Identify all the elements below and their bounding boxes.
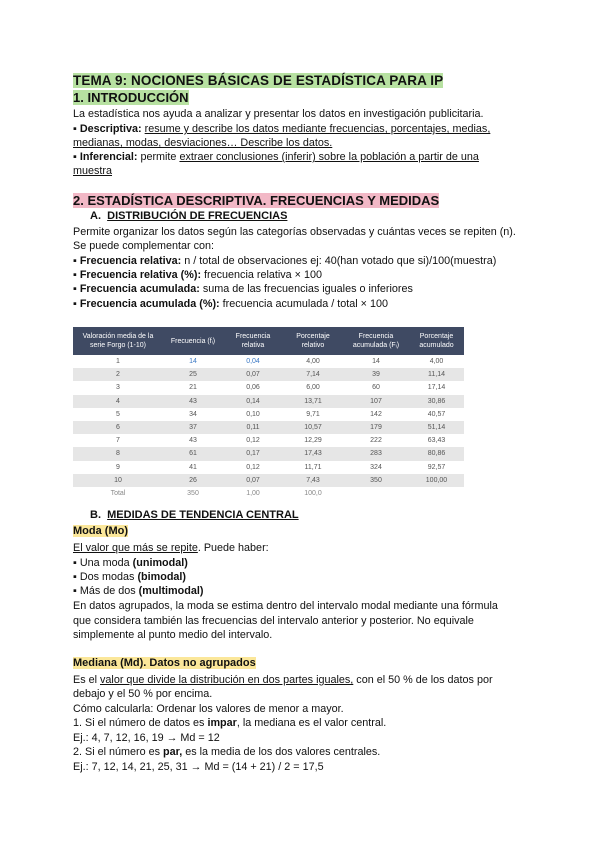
freq-item: ▪ Frecuencia relativa: n / total de observaciones ej: 40(han votado que si)/100(muestra) — [73, 255, 497, 267]
mediana-line-3: Cómo calcularla: Ordenar los valores de menor a mayor. — [73, 703, 344, 715]
table-cell: 350 — [163, 487, 223, 500]
table-cell: 6 — [73, 421, 163, 434]
table-header: Porcentaje relativo — [283, 327, 343, 355]
table-cell: 17,43 — [283, 447, 343, 460]
document-title: TEMA 9: NOCIONES BÁSICAS DE ESTADÍSTICA PARA IP — [73, 73, 444, 88]
table-header: Porcentaje acumulado — [409, 327, 464, 355]
freq-item: ▪ Frecuencia relativa (%): frecuencia relativa × 100 — [73, 269, 322, 281]
table-cell: 11,14 — [409, 368, 464, 381]
frequency-table — [73, 327, 464, 500]
inferencial-label: Inferencial: — [79, 151, 138, 163]
table-row — [73, 355, 464, 368]
table-row — [73, 368, 464, 381]
moda-item-text: Más de dos — [79, 585, 139, 597]
inferencial-pre: permite — [140, 151, 177, 163]
table-cell: 9,71 — [283, 408, 343, 421]
mediana-text: 2. Si el número es — [73, 746, 164, 758]
mediana-text: es la media de los dos valores centrales. — [182, 746, 381, 758]
moda-definition — [73, 541, 269, 555]
freq-item: ▪ Frecuencia acumulada: suma de las frecuencias iguales o inferiores — [73, 283, 413, 295]
table-cell: 34 — [163, 408, 223, 421]
table-cell: 80,86 — [409, 447, 464, 460]
table-cell: 26 — [163, 474, 223, 487]
table-header-row — [73, 327, 464, 355]
table-cell: 222 — [343, 434, 409, 447]
table-cell: 0,06 — [223, 381, 283, 394]
table-cell: 4,00 — [283, 355, 343, 368]
freq-intro-2: Se puede complementar con: — [73, 240, 215, 252]
table-cell: 10,57 — [283, 421, 343, 434]
moda-definition-underlined: El valor que más se repite — [73, 542, 198, 554]
table-row — [73, 474, 464, 487]
table-cell — [343, 487, 409, 500]
table-header: Frecuencia (fᵢ) — [163, 327, 223, 355]
table-cell: 3 — [73, 381, 163, 394]
table-cell: 13,71 — [283, 395, 343, 408]
table-cell: 14 — [343, 355, 409, 368]
freq-item-text: suma de las frecuencias iguales o inferiores — [202, 283, 413, 295]
subsection-b-heading — [90, 509, 299, 521]
table-cell: 0,12 — [223, 461, 283, 474]
table-cell: 4,00 — [409, 355, 464, 368]
mediana-definition — [73, 673, 493, 687]
table-cell: 8 — [73, 447, 163, 460]
moda-item: ▪ Más de dos (multimodal) — [73, 585, 204, 597]
descriptiva-label: Descriptiva: — [79, 123, 142, 135]
table-cell: 39 — [343, 368, 409, 381]
descriptiva-text-2: medianas, modas, desviaciones… Describe los datos. — [73, 137, 333, 149]
moda-paragraph-2: que considera también las frecuencias del intervalo anterior y posterior. No equivale — [73, 615, 474, 627]
moda-item: ▪ Una moda (unimodal) — [73, 557, 188, 569]
table-cell: 7,14 — [283, 368, 343, 381]
subsection-b-title: MEDIDAS DE TENDENCIA CENTRAL — [107, 509, 299, 521]
table-cell: 0,17 — [223, 447, 283, 460]
table-cell — [409, 487, 464, 500]
table-cell: 0,12 — [223, 434, 283, 447]
table-cell: 107 — [343, 395, 409, 408]
table-cell: 43 — [163, 395, 223, 408]
freq-intro-1: Permite organizar los datos según las categorías observadas y cuántas veces se repiten (n). — [73, 226, 516, 238]
table-header: Frecuencia acumulada (Fᵢ) — [343, 327, 409, 355]
table-cell: 0,14 — [223, 395, 283, 408]
moda-paragraph-3: simplemente al punto medio del intervalo. — [73, 629, 273, 641]
table-cell: 14 — [163, 355, 223, 368]
mediana-example-odd: Ej.: 4, 7, 12, 16, 19 → Md = 12 — [73, 732, 220, 744]
table-cell: 0,07 — [223, 474, 283, 487]
table-cell: 7 — [73, 434, 163, 447]
mediana-example-even: Ej.: 7, 12, 14, 21, 25, 31 → Md = (14 + 21) / 2 = 17,5 — [73, 761, 324, 773]
table-cell: 43 — [163, 434, 223, 447]
table-cell: 51,14 — [409, 421, 464, 434]
moda-item-text: Dos modas — [79, 571, 138, 583]
table-cell: 1,00 — [223, 487, 283, 500]
table-cell: 30,86 — [409, 395, 464, 408]
mediana-bold: par, — [163, 746, 183, 758]
mediana-text: con el 50 % de los datos por — [353, 674, 493, 686]
mediana-rule-even — [73, 745, 380, 759]
table-cell: 100,0 — [283, 487, 343, 500]
table-cell: 60 — [343, 381, 409, 394]
mediana-rule-odd — [73, 716, 386, 730]
freq-item-text: frecuencia acumulada / total × 100 — [222, 298, 388, 310]
mediana-heading: Mediana (Md). Datos no agrupados — [73, 657, 256, 669]
mediana-bold: impar — [207, 717, 237, 729]
table-cell: 6,00 — [283, 381, 343, 394]
mediana-text: Es el — [73, 674, 101, 686]
table-cell: 17,14 — [409, 381, 464, 394]
moda-definition-rest: . Puede haber: — [197, 542, 269, 554]
table-row — [73, 395, 464, 408]
mediana-text: 1. Si el número de datos es — [73, 717, 208, 729]
mediana-text: , la mediana es el valor central. — [236, 717, 387, 729]
freq-item-text: frecuencia relativa × 100 — [204, 269, 322, 281]
table-row — [73, 421, 464, 434]
descriptiva-line: ▪ Descriptiva: resume y describe los datos mediante frecuencias, porcentajes, medias, — [73, 123, 491, 135]
table-row — [73, 408, 464, 421]
table-cell: Total — [73, 487, 163, 500]
table-total-row — [73, 487, 464, 500]
table-cell: 7,43 — [283, 474, 343, 487]
table-cell: 0,11 — [223, 421, 283, 434]
table-cell: 25 — [163, 368, 223, 381]
moda-item: ▪ Dos modas (bimodal) — [73, 571, 187, 583]
table-cell: 324 — [343, 461, 409, 474]
subsection-a-heading — [90, 210, 287, 222]
moda-paragraph-1: En datos agrupados, la moda se estima dentro del intervalo modal mediante una fórmula — [73, 600, 498, 612]
inferencial-text-2: muestra — [73, 165, 113, 177]
subsection-a-letter: A. — [90, 210, 101, 222]
section-1-heading: 1. INTRODUCCIÓN — [73, 90, 189, 105]
freq-item-label: Frecuencia acumulada (%): — [79, 298, 220, 310]
table-cell: 61 — [163, 447, 223, 460]
moda-item-bold: (multimodal) — [138, 585, 204, 597]
subsection-b-letter: B. — [90, 509, 101, 521]
moda-item-text: Una moda — [79, 557, 133, 569]
freq-item-label: Frecuencia acumulada: — [79, 283, 200, 295]
section-2-heading: 2. ESTADÍSTICA DESCRIPTIVA. FRECUENCIAS Y MEDIDAS — [73, 193, 440, 208]
moda-item-bold: (bimodal) — [137, 571, 187, 583]
inferencial-line: ▪ Inferencial: permite extraer conclusiones (inferir) sobre la población a partir de una — [73, 151, 479, 163]
table-cell: 92,57 — [409, 461, 464, 474]
table-row — [73, 381, 464, 394]
freq-item-text: n / total de observaciones ej: 40(han votado que si)/100(muestra) — [184, 255, 497, 267]
table-cell: 21 — [163, 381, 223, 394]
table-cell: 40,57 — [409, 408, 464, 421]
table-row — [73, 447, 464, 460]
table-cell: 5 — [73, 408, 163, 421]
mediana-line-2: debajo y el 50 % por encima. — [73, 688, 213, 700]
table-row — [73, 434, 464, 447]
table-cell: 1 — [73, 355, 163, 368]
table-row — [73, 461, 464, 474]
freq-item-label: Frecuencia relativa (%): — [79, 269, 202, 281]
table-cell: 0,07 — [223, 368, 283, 381]
table-header: Frecuencia relativa — [223, 327, 283, 355]
table-cell: 11,71 — [283, 461, 343, 474]
table-cell: 179 — [343, 421, 409, 434]
mediana-underlined: valor que divide la distribución en dos partes iguales, — [100, 674, 354, 686]
table-cell: 9 — [73, 461, 163, 474]
table-cell: 10 — [73, 474, 163, 487]
freq-item: ▪ Frecuencia acumulada (%): frecuencia acumulada / total × 100 — [73, 298, 388, 310]
freq-item-label: Frecuencia relativa: — [79, 255, 182, 267]
table-cell: 2 — [73, 368, 163, 381]
moda-heading: Moda (Mo) — [73, 525, 128, 537]
table-header: Valoración media de la serie Forgo (1-10) — [73, 327, 163, 355]
table-cell: 37 — [163, 421, 223, 434]
table-cell: 12,29 — [283, 434, 343, 447]
table-cell: 100,00 — [409, 474, 464, 487]
table-cell: 63,43 — [409, 434, 464, 447]
intro-text: La estadística nos ayuda a analizar y presentar los datos en investigación publicitaria. — [73, 108, 484, 120]
table-cell: 4 — [73, 395, 163, 408]
table-cell: 350 — [343, 474, 409, 487]
descriptiva-text: resume y describe los datos mediante frecuencias, porcentajes, medias, — [144, 123, 491, 135]
inferencial-text: extraer conclusiones (inferir) sobre la población a partir de una — [179, 151, 479, 163]
table-cell: 0,04 — [223, 355, 283, 368]
subsection-a-title: DISTRIBUCIÓN DE FRECUENCIAS — [107, 210, 288, 222]
table-cell: 142 — [343, 408, 409, 421]
table-cell: 0,10 — [223, 408, 283, 421]
table-cell: 41 — [163, 461, 223, 474]
moda-item-bold: (unimodal) — [132, 557, 188, 569]
table-cell: 283 — [343, 447, 409, 460]
